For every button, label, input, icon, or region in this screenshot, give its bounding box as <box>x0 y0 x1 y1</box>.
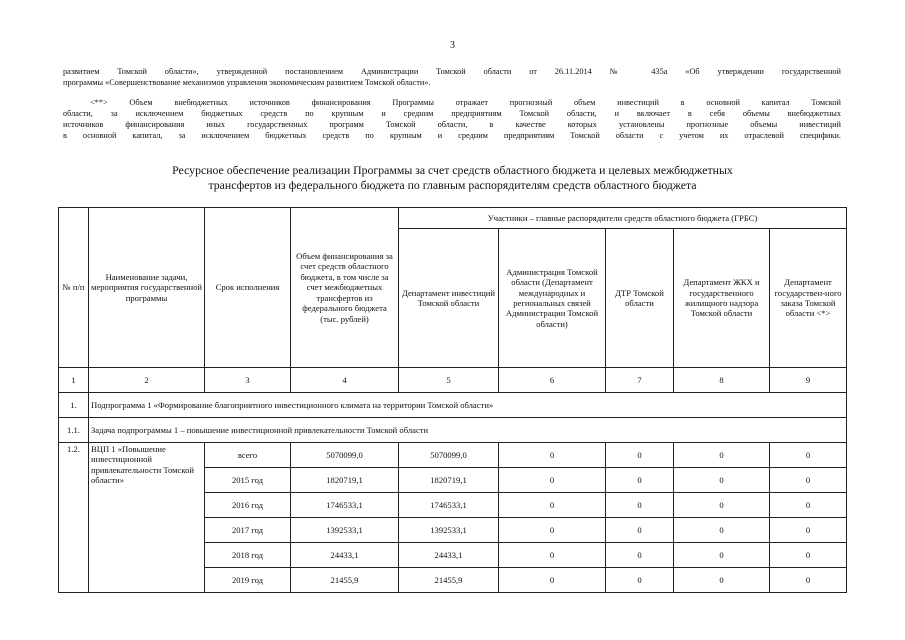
row-num: 1. <box>59 393 89 418</box>
p3-cell: 0 <box>606 518 674 543</box>
col-number: 2 <box>89 368 205 393</box>
resource-table <box>58 207 847 593</box>
p3-cell: 0 <box>606 568 674 593</box>
header-num: № п/п <box>59 208 89 368</box>
p1-cell: 24433,1 <box>399 543 499 568</box>
col-number: 4 <box>291 368 399 393</box>
col-number: 9 <box>770 368 847 393</box>
task-title: Задача подпрограммы 1 – повышение инвестиционной привлекательности Томской области <box>89 418 847 443</box>
p3-cell: 0 <box>606 493 674 518</box>
text-line: области, за исключением бюджетных средств по крупным и средним предприятиям Томской области, и включает в себя объемы внебюджетных <box>63 109 841 118</box>
text-line: развитием Томской области», утвержденной постановлением Администрации Томской области от 26.11.2014 № 435а «Об утверждении государственной <box>63 67 841 76</box>
p5-cell: 0 <box>770 443 847 468</box>
col-number: 3 <box>205 368 291 393</box>
term-cell: 2016 год <box>205 493 291 518</box>
p4-cell: 0 <box>674 568 770 593</box>
text-line: в основной капитал, за исключением бюджетных средств по крупным и средним предприятиям Томской области с учетом их отраслевой специфики. <box>63 131 841 140</box>
p1-cell: 1746533,1 <box>399 493 499 518</box>
term-cell: всего <box>205 443 291 468</box>
volume-cell: 1746533,1 <box>291 493 399 518</box>
p2-cell: 0 <box>499 518 606 543</box>
p4-cell: 0 <box>674 468 770 493</box>
p5-cell: 0 <box>770 568 847 593</box>
header-term: Срок исполнения <box>205 208 291 368</box>
p1-cell: 21455,9 <box>399 568 499 593</box>
col-number: 1 <box>59 368 89 393</box>
page-number: 3 <box>450 40 455 51</box>
volume-cell: 24433,1 <box>291 543 399 568</box>
p4-cell: 0 <box>674 518 770 543</box>
p2-cell: 0 <box>499 543 606 568</box>
table-title: Ресурсное обеспечение реализации Программы за счет средств областного бюджета и целевых межбюджетных <box>172 163 733 177</box>
p3-cell: 0 <box>606 468 674 493</box>
volume-cell: 1392533,1 <box>291 518 399 543</box>
p5-cell: 0 <box>770 468 847 493</box>
col-number: 5 <box>399 368 499 393</box>
term-cell: 2019 год <box>205 568 291 593</box>
header-p3: ДТР Томской области <box>606 229 674 368</box>
p4-cell: 0 <box>674 543 770 568</box>
p1-cell: 1820719,1 <box>399 468 499 493</box>
p2-cell: 0 <box>499 443 606 468</box>
volume-cell: 21455,9 <box>291 568 399 593</box>
col-number: 8 <box>674 368 770 393</box>
text-line: <**> Объем внебюджетных источников финансирования Программы отражает прогнозный объем инвестиций в основной капитал Томской <box>90 98 841 107</box>
header-participants: Участники – главные распорядители средств областного бюджета (ГРБС) <box>399 208 847 229</box>
subprogram-title: Подпрограмма 1 «Формирование благоприятного инвестиционного климата на территории Томской области» <box>89 393 847 418</box>
header-p5: Департамент государствен-ного заказа Томской области <*> <box>770 229 847 368</box>
p1-cell: 5070099,0 <box>399 443 499 468</box>
measure-name: ВЦП 1 «Повышение инвестиционной привлекательности Томской области» <box>89 443 205 593</box>
p4-cell: 0 <box>674 443 770 468</box>
text-line: программы «Совершенствование механизмов управления экономическим развитием Томской области». <box>63 78 431 87</box>
p2-cell: 0 <box>499 468 606 493</box>
header-name: Наименование задачи, мероприятия государственной программы <box>89 208 205 368</box>
p5-cell: 0 <box>770 493 847 518</box>
p2-cell: 0 <box>499 493 606 518</box>
row-num: 1.1. <box>59 418 89 443</box>
col-number: 7 <box>606 368 674 393</box>
p3-cell: 0 <box>606 443 674 468</box>
p1-cell: 1392533,1 <box>399 518 499 543</box>
header-p2: Администрация Томской области (Департамент международных и региональных связей Администрации Томской области) <box>499 229 606 368</box>
p3-cell: 0 <box>606 543 674 568</box>
p5-cell: 0 <box>770 518 847 543</box>
text-line: источников финансирования иных государственных программ Томской области, в качестве которых установлены прогнозные объемы инвестиций <box>63 120 841 129</box>
header-p1: Департамент инвестиций Томской области <box>399 229 499 368</box>
term-cell: 2017 год <box>205 518 291 543</box>
header-p4: Департамент ЖКХ и государственного жилищного надзора Томской области <box>674 229 770 368</box>
col-number: 6 <box>499 368 606 393</box>
row-num: 1.2. <box>59 443 89 593</box>
volume-cell: 1820719,1 <box>291 468 399 493</box>
term-cell: 2018 год <box>205 543 291 568</box>
table-title: трансфертов из федерального бюджета по главным распорядителям средств областного бюджета <box>208 178 697 192</box>
term-cell: 2015 год <box>205 468 291 493</box>
p2-cell: 0 <box>499 568 606 593</box>
volume-cell: 5070099,0 <box>291 443 399 468</box>
p4-cell: 0 <box>674 493 770 518</box>
p5-cell: 0 <box>770 543 847 568</box>
header-volume: Объем финансирования за счет средств областного бюджета, в том числе за счет межбюджетных трансфертов из федерального бюджета (тыс. рублей) <box>291 208 399 368</box>
